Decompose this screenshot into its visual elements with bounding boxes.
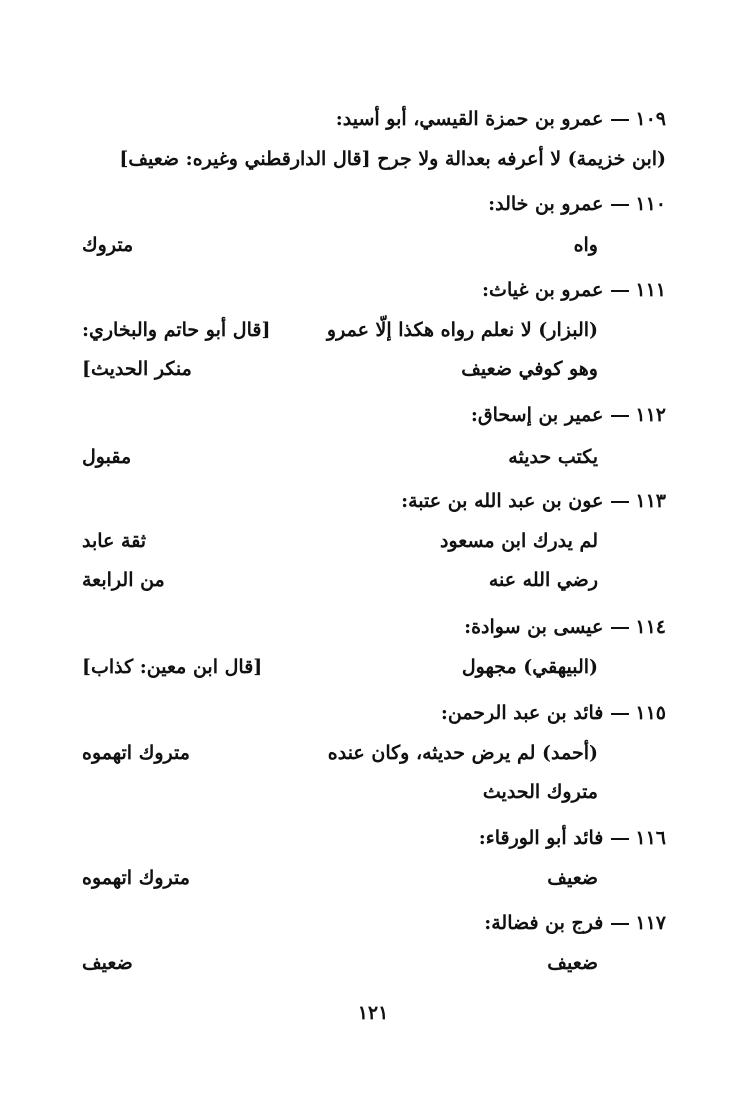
dash bbox=[611, 290, 629, 292]
grading: ضعيف bbox=[82, 952, 133, 974]
entry-109-heading bbox=[82, 102, 666, 136]
entry-117-row-1 bbox=[82, 946, 666, 980]
grading: ثقة عابد bbox=[82, 530, 147, 552]
entry-name: عمرو بن غياث: bbox=[482, 279, 604, 301]
entry-name: فائد بن عبد الرحمن: bbox=[440, 702, 604, 724]
grading: متروك اتهموه bbox=[82, 867, 190, 889]
entry-116-heading bbox=[82, 821, 666, 855]
entry-112-heading bbox=[82, 398, 666, 432]
grading: منكر الحديث] bbox=[82, 358, 192, 380]
narrator-note: وهو كوفي ضعيف bbox=[461, 358, 598, 380]
entry-110-heading bbox=[82, 187, 666, 221]
entry-112-row-1 bbox=[82, 440, 666, 474]
dash bbox=[611, 119, 629, 121]
entry-number: ١٠٩ bbox=[635, 108, 666, 130]
narrator-note: يكتب حديثه bbox=[508, 446, 598, 468]
page-number: ١٢١ bbox=[357, 1002, 389, 1024]
entry-number: ١١٢ bbox=[635, 404, 666, 426]
entry-number: ١١٧ bbox=[635, 912, 666, 934]
entry-name: عمرو بن حمزة القيسي، أبو أسيد: bbox=[335, 108, 604, 130]
entry-number: ١١٠ bbox=[635, 193, 666, 215]
narrator-note: واه bbox=[573, 234, 598, 256]
entry-name: فائد أبو الورقاء: bbox=[478, 827, 604, 849]
entry-114-heading bbox=[82, 610, 666, 644]
grading: [قال ابن معين: كذاب] bbox=[82, 656, 263, 678]
narrator-note: لم يدرك ابن مسعود bbox=[440, 530, 598, 552]
narrator-note: ضعيف bbox=[547, 867, 598, 889]
entry-name: عيسى بن سوادة: bbox=[464, 616, 604, 638]
dash bbox=[611, 923, 629, 925]
narrator-note: رضي الله عنه bbox=[488, 569, 598, 591]
entry-name: عون بن عبد الله بن عتبة: bbox=[401, 490, 604, 512]
entry-110-row-1 bbox=[82, 228, 666, 262]
entry-number: ١١٦ bbox=[635, 827, 666, 849]
dash bbox=[611, 627, 629, 629]
entry-115-row-2 bbox=[82, 775, 666, 809]
grading: من الرابعة bbox=[82, 569, 165, 591]
dash bbox=[611, 415, 629, 417]
entry-109-row-1 bbox=[82, 142, 666, 176]
entry-number: ١١٣ bbox=[635, 490, 666, 512]
entry-114-row-1 bbox=[82, 650, 666, 684]
entry-111-heading bbox=[82, 273, 666, 307]
entry-116-row-1 bbox=[82, 861, 666, 895]
narrator-note: ضعيف bbox=[547, 952, 598, 974]
entry-115-heading bbox=[82, 696, 666, 730]
entry-117-heading bbox=[82, 906, 666, 940]
grading: متروك اتهموه bbox=[82, 742, 190, 764]
entry-113-row-1 bbox=[82, 524, 666, 558]
dash bbox=[611, 204, 629, 206]
narrator-note: متروك الحديث bbox=[482, 781, 598, 803]
narrator-note: (ابن خزيمة) لا أعرفه بعدالة ولا جرح [قال الدارقطني وغيره: ضعيف] bbox=[119, 148, 666, 170]
entry-number: ١١١ bbox=[635, 279, 666, 301]
grading: متروك bbox=[82, 234, 134, 256]
narrator-note: (البيهقي) مجهول bbox=[461, 656, 598, 678]
entry-111-row-2 bbox=[82, 352, 666, 386]
grading: مقبول bbox=[82, 446, 132, 468]
dash bbox=[611, 838, 629, 840]
narrator-note: (البزار) لا نعلم رواه هكذا إلّا عمرو bbox=[326, 319, 598, 341]
entry-113-heading bbox=[82, 484, 666, 518]
entry-113-row-2 bbox=[82, 563, 666, 597]
dash bbox=[611, 501, 629, 503]
narrator-note: (أحمد) لم يرض حديثه، وكان عنده bbox=[327, 742, 598, 764]
dash bbox=[611, 713, 629, 715]
entry-number: ١١٤ bbox=[635, 616, 666, 638]
entry-number: ١١٥ bbox=[635, 702, 666, 724]
grading: [قال أبو حاتم والبخاري: bbox=[82, 319, 271, 341]
entry-name: فرج بن فضالة: bbox=[484, 912, 604, 934]
entry-111-row-1 bbox=[82, 313, 666, 347]
entry-name: عمرو بن خالد: bbox=[488, 193, 604, 215]
entry-name: عمير بن إسحاق: bbox=[470, 404, 604, 426]
entry-115-row-1 bbox=[82, 736, 666, 770]
